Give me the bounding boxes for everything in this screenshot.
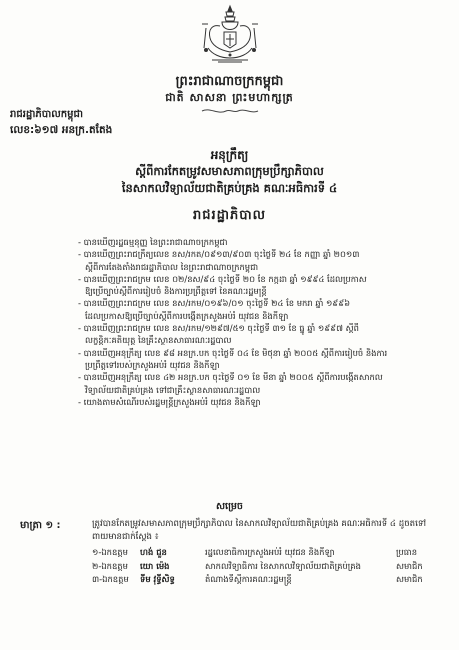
- member-title: ២-ឯកឧត្តម: [92, 560, 128, 571]
- preamble-item: [78, 371, 450, 396]
- preamble-item: [78, 322, 450, 347]
- member-row: [92, 546, 454, 560]
- preamble-continuation: ដែលប្រកាសឱ្យប្រើច្បាប់ស្តីពីការបង្កើតក្រសួងអប់រំ យុវជន និងកីឡា: [85, 310, 289, 321]
- member-position: សាកលវិទ្យាធិការ នៃសាកលវិទ្យាល័យជាតិគ្រប់គ្រង: [205, 560, 361, 571]
- preamble-text: - បានឃើញព្រះរាជក្រម លេខ នស/រកម/០១៩៦/០១ ចុះថ្ងៃទី ២៤ ខែ មករា ឆ្នាំ ១៩៩៦: [78, 298, 351, 309]
- preamble-text: - បានឃើញព្រះរាជក្រឹត្យលេខ នស/រកត/០៩១៣/៩០៣ ចុះថ្ងៃទី ២៤ ខែ កញ្ញា ឆ្នាំ ២០១៣: [78, 249, 360, 260]
- preamble-text: - បានឃើញព្រះរាជក្រម លេខ ០២/នស/៩៤ ចុះថ្ងៃទី ២០ ខែ កក្កដា ឆ្នាំ ១៩៩៤ ដែលប្រកាស: [78, 273, 367, 284]
- preamble-item: [78, 273, 450, 298]
- member-role: ប្រធាន: [396, 547, 418, 557]
- member-position: តំណាងទីស្តីការគណៈរដ្ឋមន្ត្រី: [205, 574, 292, 584]
- member-title: ១-ឯកឧត្តម: [92, 547, 128, 557]
- document-type-heading: អនុក្រឹត្យ: [210, 148, 249, 162]
- article-text-line2: ពាយមានជាក់ស្តែង ៖: [92, 532, 159, 542]
- member-role: សមាជិក: [396, 574, 423, 584]
- document-title-line2: នៃសាកលវិទ្យាល័យជាតិគ្រប់គ្រង គណៈអធិការទី ៤: [121, 181, 338, 195]
- member-row: [92, 560, 454, 574]
- preamble-list: [78, 236, 450, 408]
- member-name: ហង់ ជួន: [140, 547, 167, 557]
- preamble-continuation: ឱ្យប្រើច្បាប់ស្តីពីការរៀបចំ និងការប្រព្រឹត្តទៅ នៃគណៈរដ្ឋមន្ត្រី: [85, 286, 267, 297]
- preamble-continuation: ស្តីពីការតែងតាំងរាជរដ្ឋាភិបាល នៃព្រះរាជាណាចក្រកម្ពុជា: [85, 261, 259, 272]
- reference-number: លេខ:៦១៧ អនក្រ.តតែង: [10, 124, 113, 136]
- preamble-item: [78, 248, 450, 273]
- member-name: យោ ម៉េង: [140, 560, 170, 571]
- member-title: ៣-ឯកឧត្តម: [92, 574, 129, 584]
- decision-heading: សម្រេច: [216, 501, 243, 512]
- issuing-body-label: រាជរដ្ឋាភិបាលកម្ពុជា: [10, 109, 83, 120]
- document-title-line1: ស្តីពីការកែតម្រូវសមាសភាពក្រុមប្រឹក្សាភិបាល: [135, 164, 324, 178]
- member-position: រដ្ឋលេខាធិការក្រសួងអប់រំ យុវជន និងកីឡា: [205, 547, 335, 557]
- member-role: សមាជិក: [396, 560, 423, 571]
- kingdom-heading: ព្រះរាជាណាចក្រកម្ពុជា: [175, 74, 284, 89]
- preamble-text: - បានឃើញអនុក្រឹត្យ លេខ ៩៨ អនក្រ.បក ចុះថ្ងៃទី ០៤ ខែ មិថុនា ឆ្នាំ ២០០៥ ស្តីពីការរៀបចំ និងការ: [78, 347, 388, 358]
- member-list: [92, 546, 454, 587]
- preamble-continuation: លក្ខន្តិកៈគតិយុត្ត នៃគ្រឹះស្ថានសាធារណៈរដ្ឋបាល: [85, 335, 232, 346]
- preamble-item: [78, 396, 450, 408]
- article-text: [92, 518, 454, 544]
- member-row: [92, 573, 454, 587]
- royal-coat-of-arms-emblem: [198, 4, 262, 66]
- national-motto: ជាតិ សាសនា ព្រះមហាក្សត្រ: [165, 91, 294, 104]
- preamble-text: - បានឃើញអនុក្រឹត្យ លេខ ៤២ អនក្រ.បក ចុះថ្ងៃទី ០១ ខែ មីនា ឆ្នាំ ២០០៥ ស្តីពីការបង្កើតសាកល: [78, 372, 383, 383]
- preamble-text: - បានឃើញរដ្ឋធម្មនុញ្ញ នៃព្រះរាជាណាចក្រកម្ពុជា: [78, 237, 228, 247]
- preamble-item: [78, 297, 450, 322]
- preamble-text: - យោងតាមសំណើរបស់រដ្ឋមន្ត្រីក្រសួងអប់រំ យុវជន និងកីឡា: [78, 396, 261, 407]
- article-text-line1: ត្រូវបានកែតម្រូវសមាសភាពក្រុមប្រឹក្សាភិបាល នៃសាកលវិទ្យាល័យជាតិគ្រប់គ្រង គណៈអធិការទី ៤ ដូចតទៅ: [92, 519, 427, 529]
- article-label: មាត្រា ១ :: [20, 520, 61, 531]
- preamble-item: [78, 347, 450, 372]
- preamble-text: - បានឃើញព្រះរាជក្រម លេខ នស/រកម/១២៩៧/៥១ ចុះថ្ងៃទី ៣១ ខែ ធ្នូ ឆ្នាំ ១៩៩៧ ស្តីពី: [78, 323, 359, 334]
- ornament-divider-icon: [200, 107, 260, 115]
- preamble-item: [78, 236, 450, 248]
- preamble-continuation: ប្រព្រឹត្តទៅរបស់ក្រសួងអប់រំ យុវជន និងកីឡា: [85, 359, 220, 370]
- issuer-heading: រាជរដ្ឋាភិបាល: [192, 208, 266, 223]
- member-name: ទីម វុទ្ធីសិទ្ធ: [140, 574, 175, 584]
- preamble-continuation: វិទ្យាល័យជាតិគ្រប់គ្រង ទៅជាគ្រឹះស្ថានសាធារណៈរដ្ឋបាល: [85, 384, 261, 395]
